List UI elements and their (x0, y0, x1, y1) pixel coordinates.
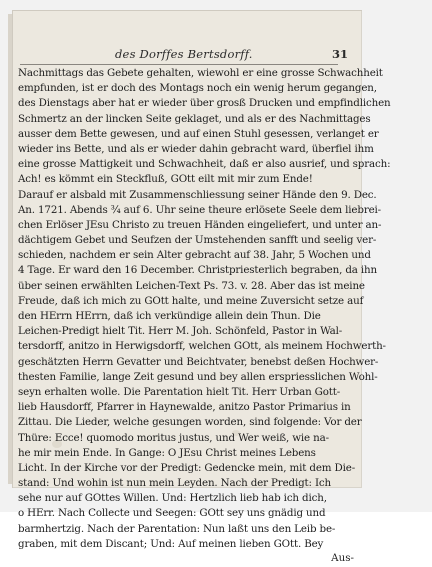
text-line: den HErrn HErrn, daß ich verkündige allein dein Thun. Die (18, 310, 321, 322)
text-line: barmhertzig. Nach der Parentation: Nun laßt uns den Leib be- (18, 522, 336, 535)
text-line: seyn erhalten wolle. Die Parentation hielt Tit. Herr Urban Gott- (18, 385, 341, 398)
text-line: 4 Tage. Er ward den 16 December. Christpriesterlich begraben, da ihn (18, 264, 377, 277)
text-line: Licht. In der Kirche vor der Predigt: Gedencke mein, mit dem Die- (18, 461, 356, 474)
text-line: o HErr. Nach Collecte und Seegen: GOtt sey uns gnädig und (18, 507, 326, 520)
text-line: lieb Hausdorff, Pfarrer in Haynewalde, anitzo Pastor Primarius in (18, 401, 351, 414)
text-line: dächtigem Gebet und Seufzen der Umstehenden sanfft und seelig ver- (18, 234, 377, 247)
text-line: wieder ins Bette, und als er wieder dahin gebracht ward, überfiel ihm (18, 142, 374, 155)
text-line: he mir mein Ende. In Gange: O JEsu Christ meines Lebens (18, 446, 316, 459)
page-number: 31 (331, 47, 348, 61)
text-line: graben, mit dem Discant; Und: Auf meinen lieben GOtt. Bey (18, 537, 324, 550)
text-line: ausser dem Bette gewesen, und auf einen Stuhl gesessen, verlanget er (18, 127, 379, 140)
body-text (18, 66, 391, 567)
text-line: Freude, daß ich mich zu GOtt halte, und meine Zuversicht setze auf (18, 294, 364, 307)
text-line: Thüre: Ecce! quomodo moritus justus, und Wer weiß, wie na- (18, 431, 329, 444)
text-line: chen Erlöser JEsu Christo zu treuen Händen eingeliefert, und unter an- (18, 218, 382, 231)
text-line: Nachmittags das Gebete gehalten, wiewohl er eine grosse Schwachheit (18, 67, 383, 79)
text-line: des Dienstags aber hat er wieder über grosß Drucken und empfindlichen (18, 97, 391, 110)
text-line: Ach! es kömmt ein Steckfluß, GOtt eilt mit mir zum Ende! (18, 173, 313, 186)
text-line: schieden, nachdem er sein Alter gebracht auf 38. Jahr, 5 Wochen und (18, 249, 371, 262)
text-line: Leichen-Predigt hielt Tit. Herr M. Joh. Schönfeld, Pastor in Wal- (18, 325, 343, 338)
text-line: geschätzten Herrn Gevatter und Beichtvater, benebst deßen Hochwer- (18, 355, 379, 368)
header-rule (20, 64, 338, 65)
text-line: eine grosse Mattigkeit und Schwachheit, daß er also ausrief, und sprach: (18, 158, 391, 171)
text-line: sehe nur auf GOttes Willen. Und: Hertzlich lieb hab ich dich, (18, 492, 327, 505)
text-line: über seinen erwählten Leichen-Text Ps. 73. v. 28. Aber das ist meine (18, 279, 365, 292)
page-header (20, 47, 348, 65)
text-line: Darauf er alsbald mit Zusammenschliessung seiner Hände den 9. Dec. (18, 188, 377, 201)
catchword: Aus- (331, 552, 354, 564)
running-head: des Dorffes Bertsdorff. (115, 47, 253, 61)
text-line: thesten Familie, lange Zeit gesund und bey allen erspriesslichen Wohl- (18, 370, 378, 383)
text-line: tersdorff, anitzo in Herwigsdorff, welchen GOtt, als meinem Hochwerth- (18, 340, 386, 353)
text-line: Schmertz an der lincken Seite geklaget, und als er des Nachmittages (18, 112, 371, 125)
text-line: stand: Und wohin ist nun mein Leyden. Nach der Predigt: Ich (18, 477, 331, 490)
text-line: An. 1721. Abends ¾ auf 6. Uhr seine theure erlösete Seele dem liebrei- (18, 203, 382, 216)
text-line: empfunden, ist er doch des Montags noch ein wenig herum gegangen, (18, 82, 377, 95)
text-line: Zittau. Die Lieder, welche gesungen worden, sind folgende: Vor der (18, 416, 362, 429)
